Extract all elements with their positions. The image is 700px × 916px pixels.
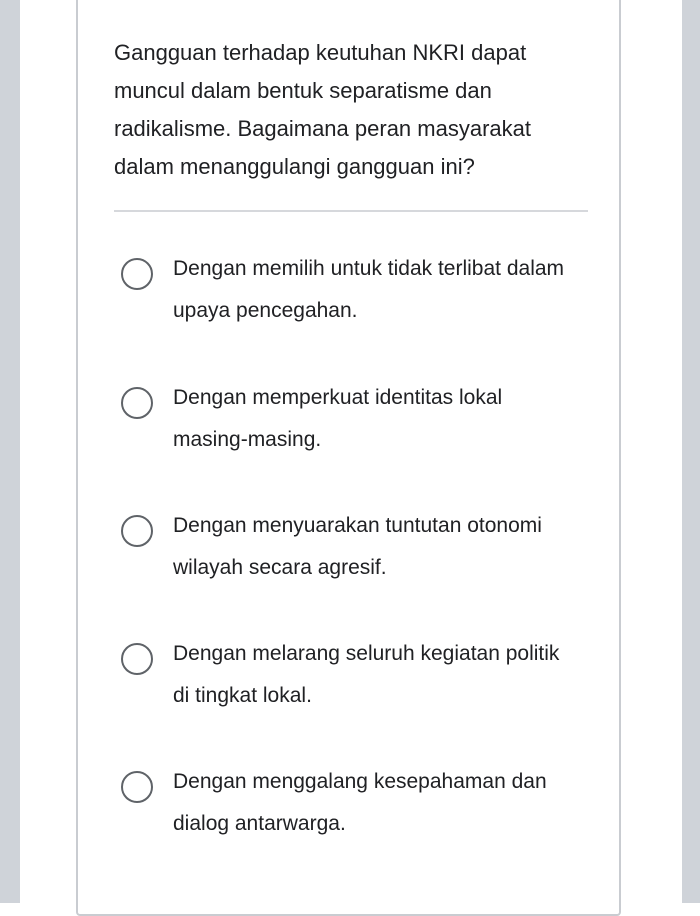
option-3-label: Dengan menyuarakan tuntutan otonomi wilayah secara agresif. [173, 514, 542, 579]
divider [114, 210, 588, 212]
radio-button-icon[interactable] [121, 515, 153, 547]
option-5-label: Dengan menggalang kesepahaman dan dialog antarwarga. [173, 770, 547, 835]
radio-button-icon[interactable] [121, 258, 153, 290]
option-4-label: Dengan melarang seluruh kegiatan politik di tingkat lokal. [173, 642, 560, 707]
option-2-label: Dengan memperkuat identitas lokal masing-masing. [173, 386, 503, 451]
radio-button-icon[interactable] [121, 387, 153, 419]
radio-button-icon[interactable] [121, 643, 153, 675]
right-background-margin [682, 0, 700, 903]
left-background-margin [0, 0, 20, 903]
option-1-label: Dengan memilih untuk tidak terlibat dalam upaya pencegahan. [173, 257, 565, 322]
radio-button-icon[interactable] [121, 771, 153, 803]
question-text: Gangguan terhadap keutuhan NKRI dapat muncul dalam bentuk separatisme dan radikalisme. Bagaimana peran masyarakat dalam menanggulangi gangguan ini? [114, 40, 531, 179]
